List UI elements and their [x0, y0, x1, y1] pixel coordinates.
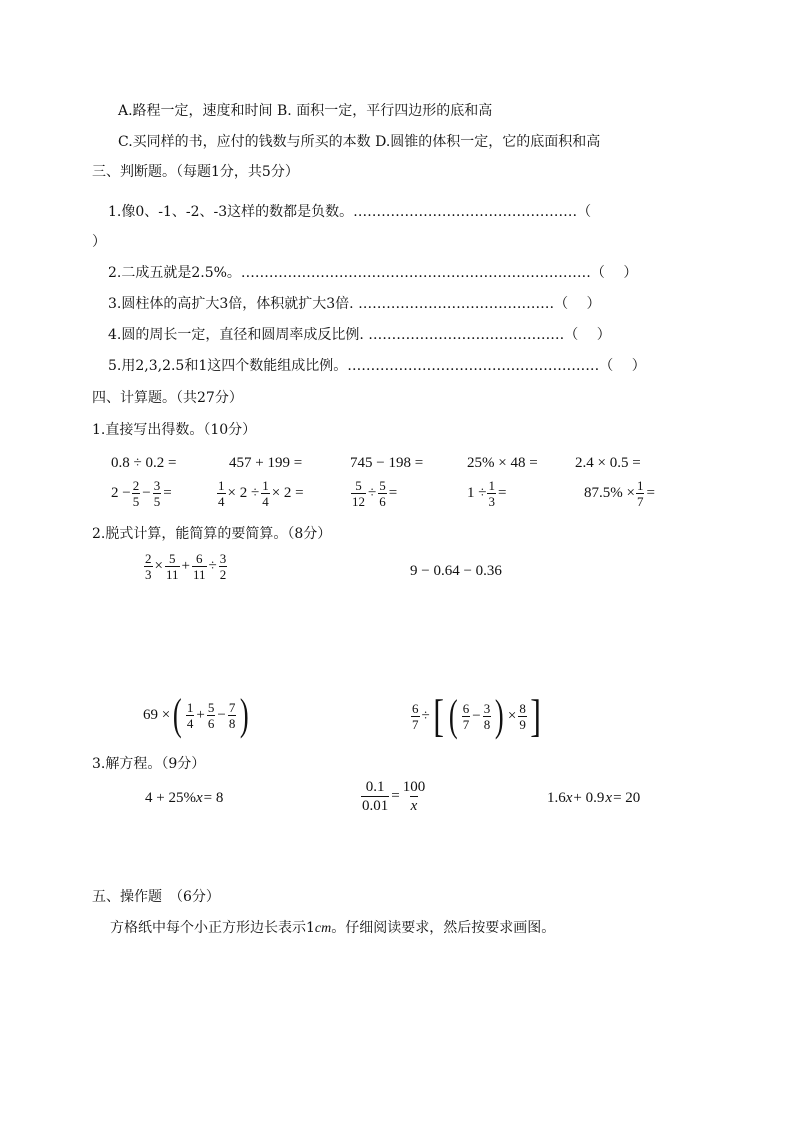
oral-calc-4: 25% × 48 = [467, 455, 538, 471]
oral-calc-9: 1 ÷ $\frac{1}{3}$ = [467, 478, 507, 509]
choice-line-c-d: C.买同样的书，应付的钱数与所买的本数 D.圆锥的体积一定，它的底面积和高 [118, 134, 601, 150]
oral-calc-10: 87.5% × $\frac{1}{7}$ = [584, 478, 655, 509]
oral-calc-7: $\frac{1}{4}$ × 2 ÷ $\frac{1}{4}$ × 2 = [218, 478, 304, 509]
judge-item-2: 2.二成五就是2.5%。…………………………………………………………………（ ） [108, 265, 638, 281]
oral-calc-3: 745 − 198 = [350, 455, 424, 471]
section5-description: 方格纸中每个小正方形边长表示1cm。仔细阅读要求，然后按要求画图。 [110, 920, 556, 936]
judge-item-1-close: ） [92, 234, 106, 250]
section5-title: 五、操作题 （6分） [92, 889, 220, 905]
oral-calc-6: 2 − $\frac{2}{5}$ − $\frac{3}{5}$ = [111, 478, 172, 509]
section3-title: 三、判断题。（每题1分，共5分） [92, 164, 299, 180]
judge-item-4: 4.圆的周长一定，直径和圆周率成反比例. ……………………………………（ ） [108, 327, 611, 343]
judge-item-1: 1.像0、-1、-2、-3这样的数都是负数。…………………………………………（ [108, 204, 592, 220]
step-calc-4: $\frac{6}{7}$ ÷ [ ( $\frac{6}{7}$ − $\frac{3}{8}$ ) × $\frac{8}{9}$ ] [412, 690, 541, 741]
section4-title: 四、计算题。（共27分） [92, 390, 243, 406]
judge-item-3: 3.圆柱体的高扩大3倍，体积就扩大3倍. ……………………………………（ ） [108, 296, 601, 312]
part1-title: 1.直接写出得数。（10分） [92, 422, 257, 438]
choice-line-a-b: A.路程一定，速度和时间 B. 面积一定，平行四边形的底和高 [118, 103, 493, 119]
step-calc-3: 69 × ( $\frac{1}{4}$ + $\frac{5}{6}$ − $\frac{7}{8}$ ) [143, 690, 250, 739]
oral-calc-2: 457 + 199 = [229, 455, 303, 471]
equation-3: 1.6 x + 0.9 x = 20 [547, 790, 641, 806]
step-calc-2: 9 − 0.64 − 0.36 [410, 563, 502, 579]
part3-title: 3.解方程。（9分） [92, 756, 206, 772]
step-calc-1: $\frac{2}{3}$ × $\frac{5}{11}$ + $\frac{6}{11}$ ÷ $\frac{3}{2}$ [145, 551, 227, 582]
judge-item-5: 5.用2,3,2.5和1这四个数能组成比例。………………………………………………（ ） [108, 358, 646, 374]
equation-1: 4 + 25% x = 8 [145, 790, 224, 806]
part2-title: 2.脱式计算，能简算的要简算。（8分） [92, 526, 332, 542]
oral-calc-8: $\frac{5}{12}$ ÷ $\frac{5}{6}$ = [352, 478, 398, 509]
oral-calc-1: 0.8 ÷ 0.2 = [111, 455, 177, 471]
oral-calc-5: 2.4 × 0.5 = [575, 455, 641, 471]
equation-2: $\frac{0.1}{0.01}$ = $\frac{100}{x}$ [362, 779, 426, 814]
